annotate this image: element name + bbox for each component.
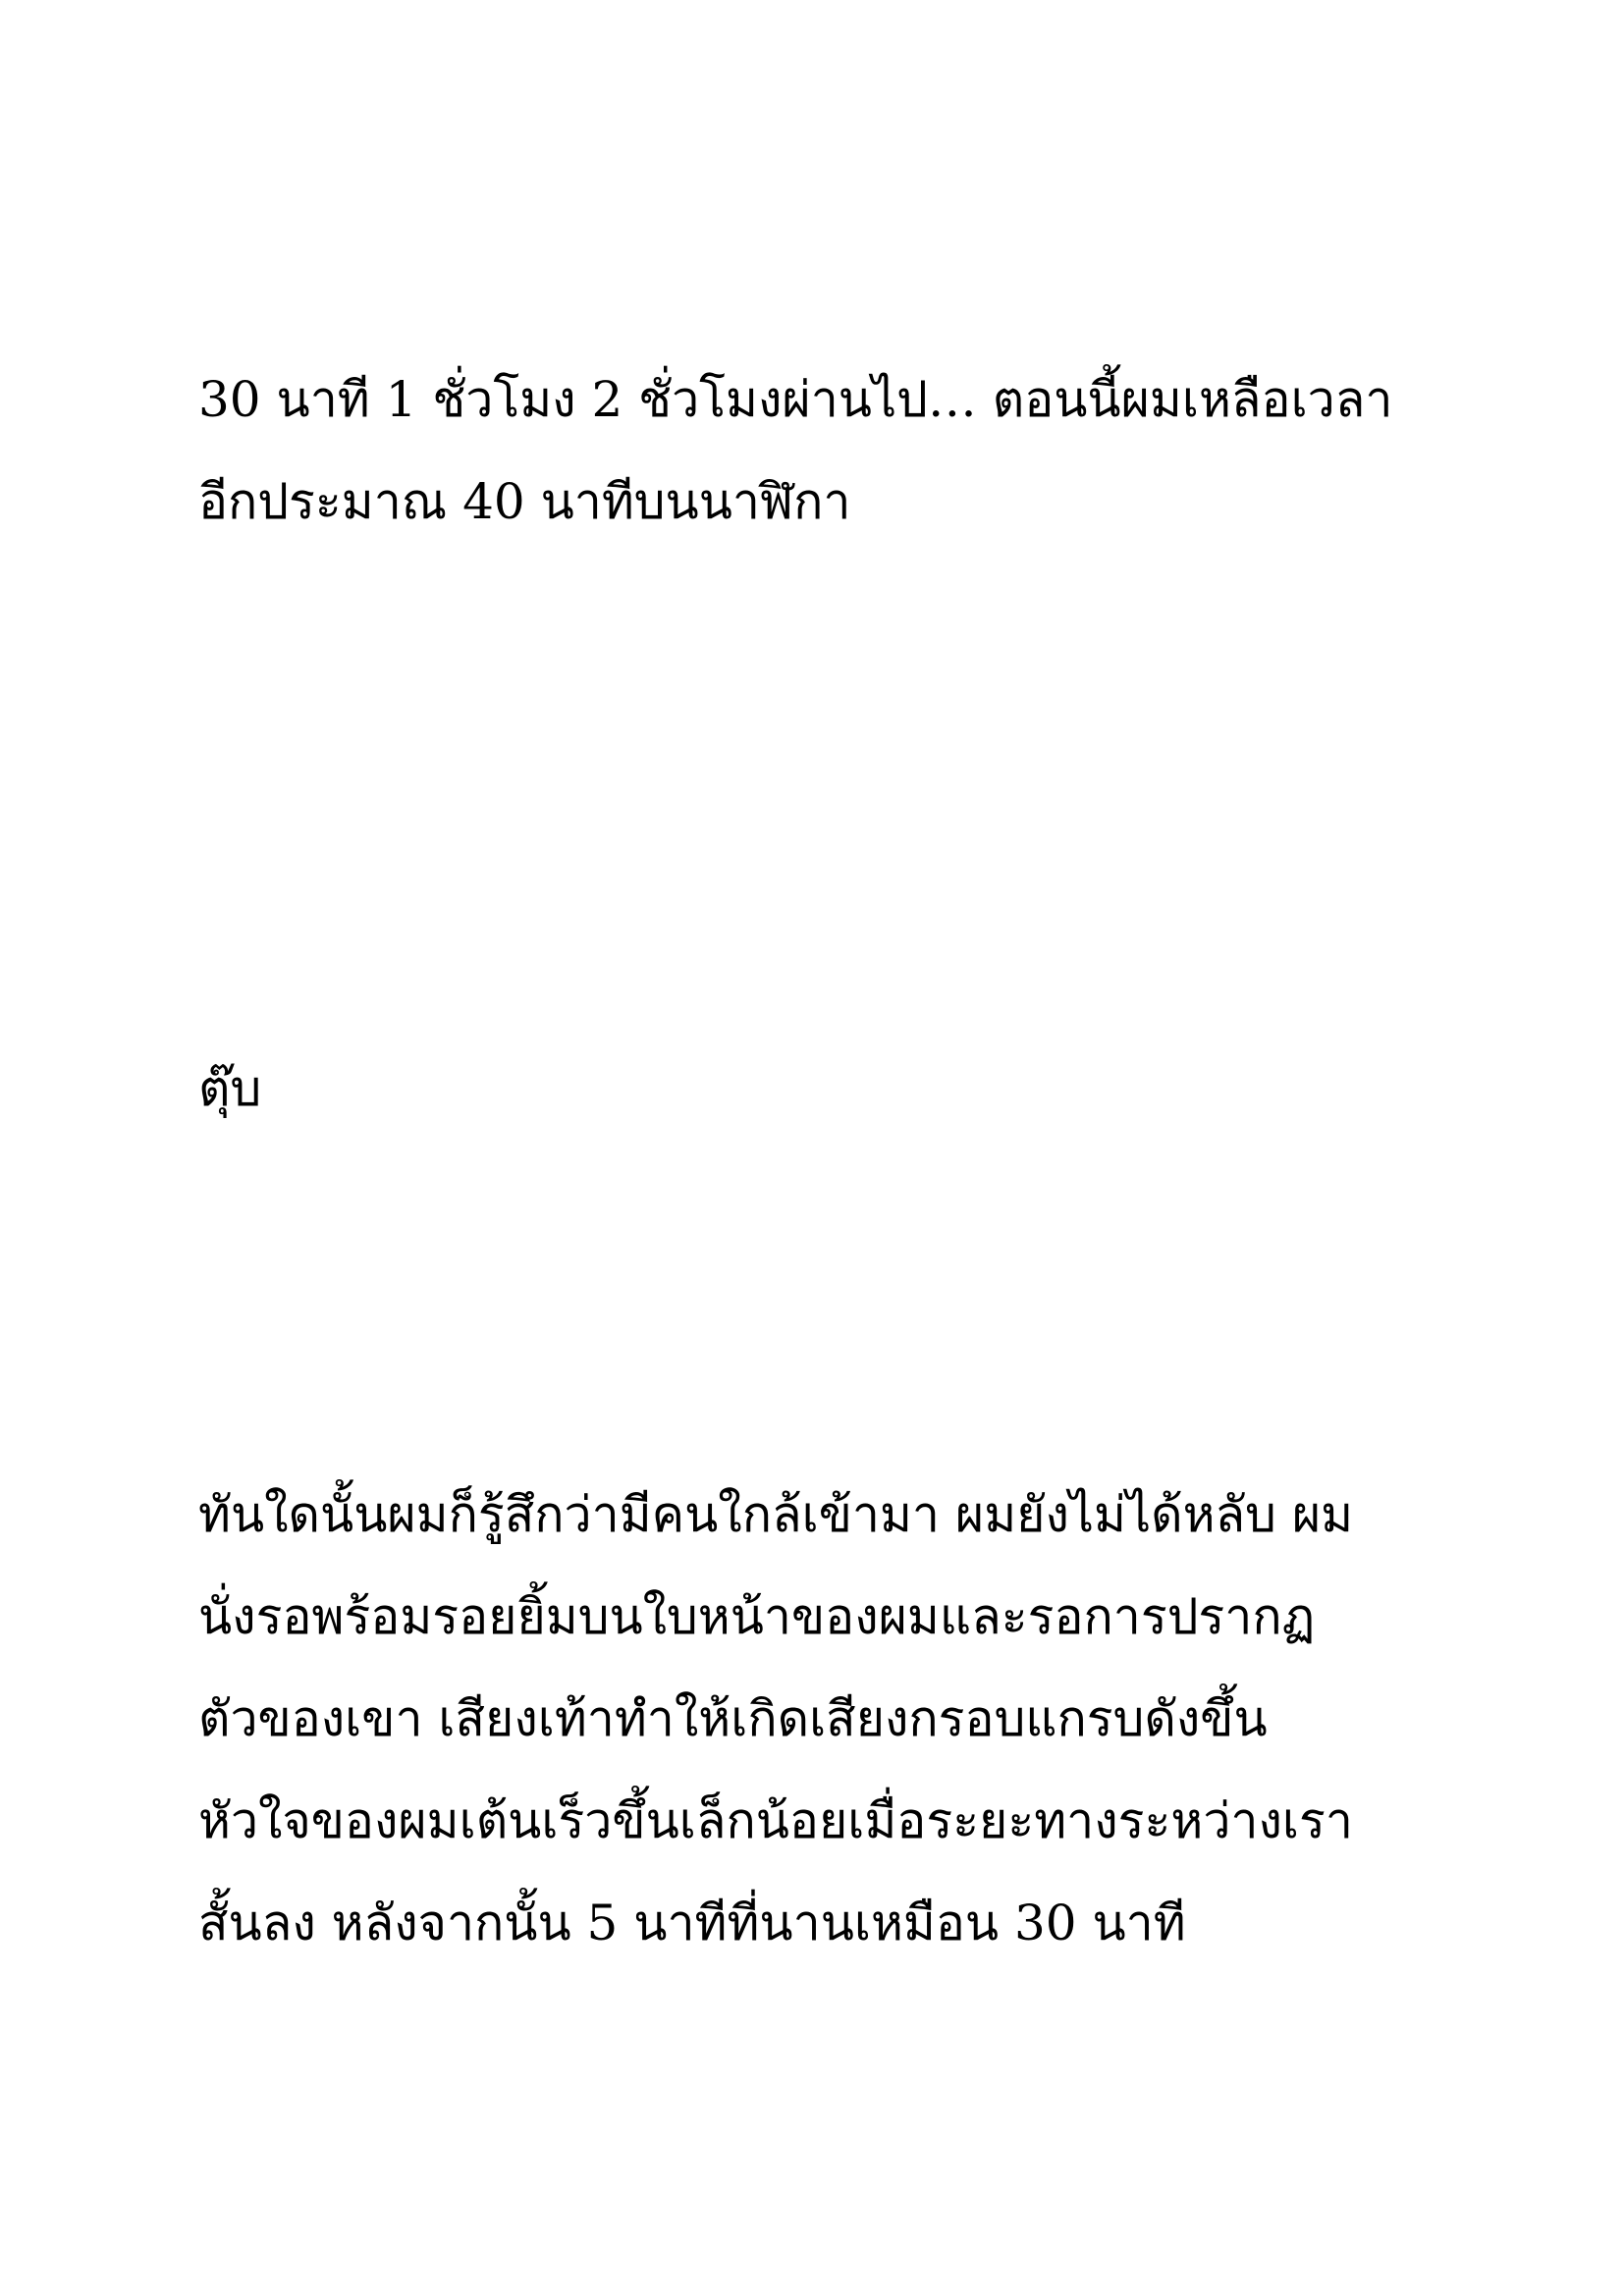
- text-line: หัวใจของผมเต้นเร็วขึ้นเล็กน้อยเมื่อระยะทางระหว่างเรา: [198, 1792, 1353, 1849]
- text-line: นั่งรอพร้อมรอยยิ้มบนใบหน้าของผมและรอการปรากฏ: [198, 1588, 1316, 1645]
- paragraph-sound-effect: [198, 1038, 1435, 1140]
- text-line: อีกประมาณ 40 นาทีบนนาฬิกา: [198, 473, 851, 530]
- text-line: ทันใดนั้นผมก็รู้สึกว่ามีคนใกล้เข้ามา ผมยังไม่ได้หลับ ผม: [198, 1486, 1354, 1543]
- text-line: ตุ๊บ: [198, 1060, 262, 1117]
- paragraph-waiting-time: [198, 348, 1435, 553]
- text-line: 30 นาที 1 ชั่วโมง 2 ชั่วโมงผ่านไป… ตอนนี้ผมเหลือเวลา: [198, 371, 1393, 428]
- text-line: ตัวของเขา เสียงเท้าทำให้เกิดเสียงกรอบแกรบดังขึ้น: [198, 1690, 1268, 1747]
- paragraph-approach: [198, 1464, 1435, 1974]
- text-line: สั้นลง หลังจากนั้น 5 นาทีที่นานเหมือน 30 นาที: [198, 1895, 1186, 1951]
